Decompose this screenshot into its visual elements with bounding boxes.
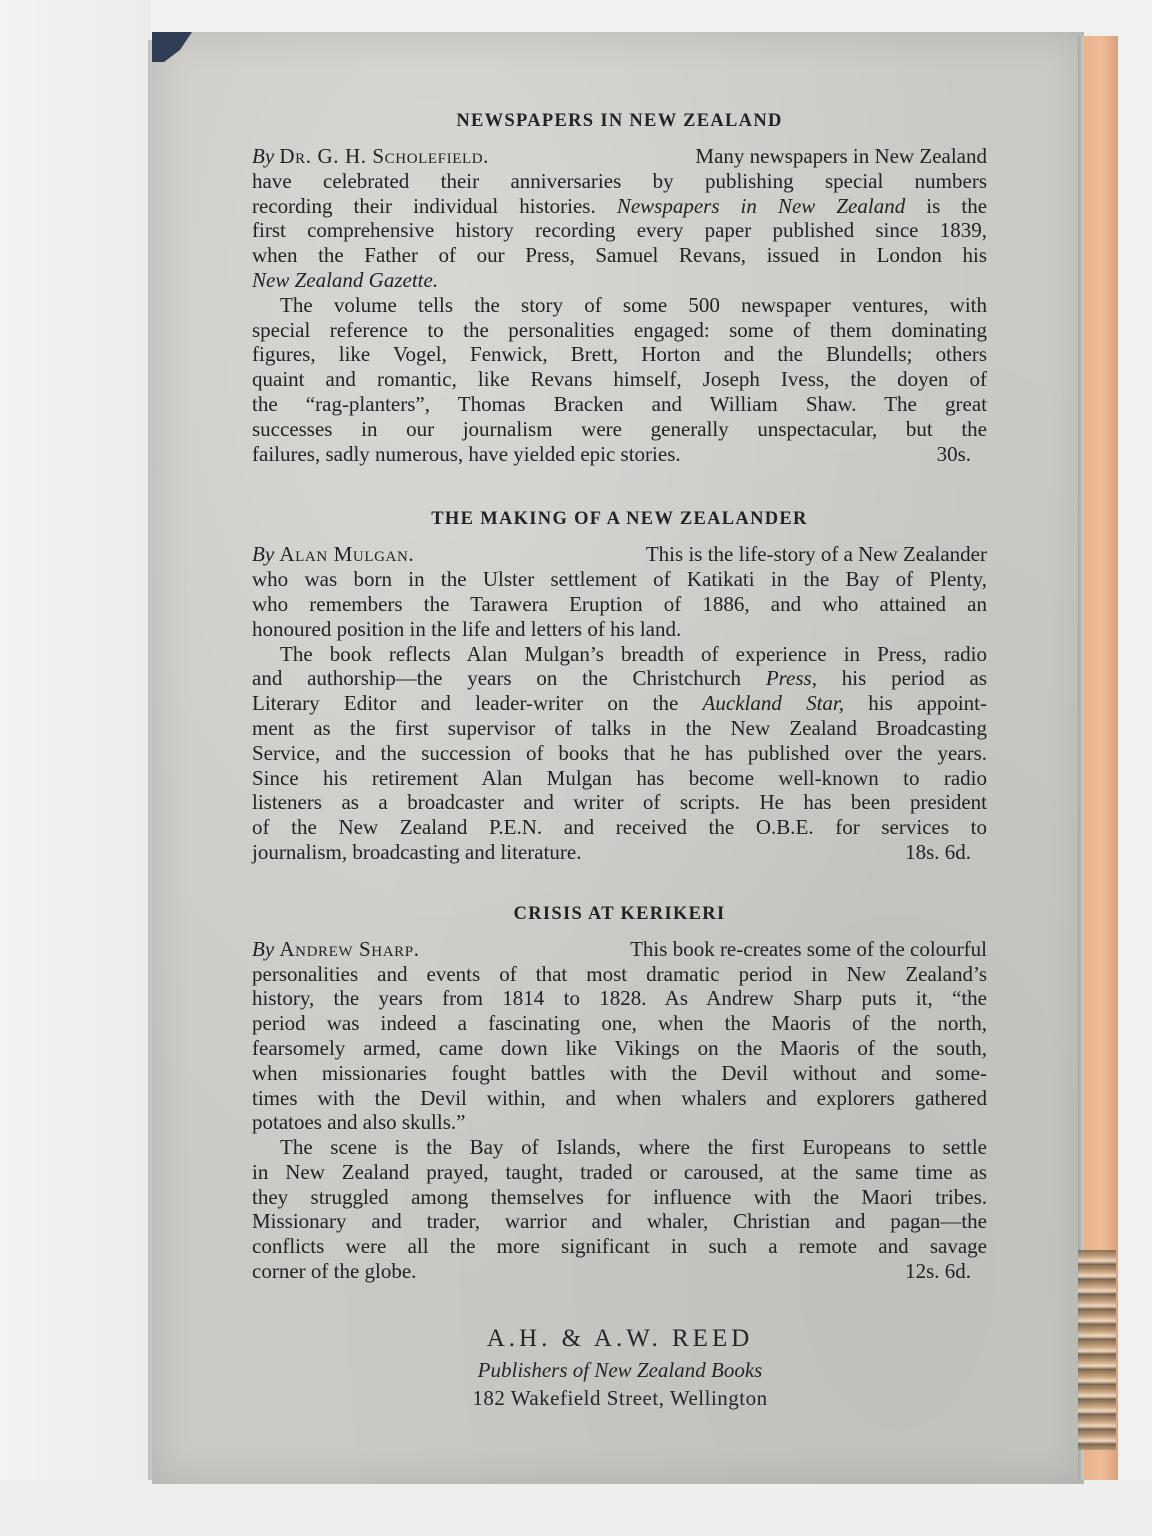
blurb-line: of the New Zealand P.E.N. and received the O.B.E. for services to: [252, 815, 987, 840]
book-title: THE MAKING OF A NEW ZEALANDER: [431, 509, 808, 530]
blurb-line: The scene is the Bay of Islands, where the first Europeans to settle: [280, 1135, 987, 1160]
author-name: Alan Mulgan.: [279, 542, 415, 567]
byline: [252, 144, 987, 169]
by-label: By: [252, 144, 275, 168]
blurb-line: first comprehensive history recording every paper published since 1839,: [252, 218, 987, 243]
book-list: [252, 108, 987, 1284]
blurb-line: and authorship—the years on the Christchurch Press, his period as: [252, 666, 987, 691]
publisher-tagline: Publishers of New Zealand Books: [477, 1358, 763, 1382]
publisher-name: A.H. & A.W. REED: [486, 1325, 754, 1352]
blurb-line: Since his retirement Alan Mulgan has become well-known to radio: [252, 765, 987, 790]
blurb-line: times with the Devil within, and when whalers and explorers gathered: [252, 1085, 987, 1110]
price: 12s. 6d.: [905, 1259, 971, 1284]
publisher-address: 182 Wakefield Street, Wellington: [472, 1386, 768, 1410]
blurb-line: quaint and romantic, like Revans himself, Joseph Ivess, the doyen of: [252, 367, 987, 392]
price: 18s. 6d.: [905, 839, 971, 864]
blurb-line: honoured position in the life and letters of his land.: [252, 616, 682, 641]
blurb-last-line: journalism, broadcasting and literature. 18s. 6d.: [252, 839, 971, 864]
background-left: [0, 0, 150, 1536]
publication-ref: Press,: [765, 666, 817, 691]
blurb-line: special reference to the personalities engaged: some of them dominating: [252, 317, 987, 342]
book-entry-making-of-a-new-zealander: [252, 506, 987, 864]
blurb-lead: This is the life-story of a New Zealander: [645, 542, 987, 567]
book-title: NEWSPAPERS IN NEW ZEALAND: [456, 111, 783, 131]
blurb-lead: This book re-creates some of the colourful: [630, 936, 987, 961]
blurb-line: Missionary and trader, warrior and whaler, Christian and pagan—the: [252, 1209, 987, 1234]
author-name: Dr. G. H. Scholefield.: [279, 144, 490, 168]
blurb-line: New Zealand Gazette.: [252, 267, 439, 292]
blurb-line: recording their individual histories. Newspapers in New Zealand is the: [252, 193, 988, 218]
byline: [252, 937, 987, 962]
background-bottom: [0, 1480, 1152, 1536]
blurb-line: when the Father of our Press, Samuel Revans, issued in London his: [252, 243, 987, 268]
blurb-line: in New Zealand prayed, taught, traded or caroused, at the same time as: [252, 1159, 987, 1184]
blurb-line: history, the years from 1814 to 1828. As Andrew Sharp puts it, “the: [252, 986, 987, 1011]
blurb-line: figures, like Vogel, Fenwick, Brett, Horton and the Blundells; others: [252, 342, 987, 367]
blurb-line: fearsomely armed, came down like Vikings on the Maoris of the south,: [252, 1035, 987, 1060]
author-name: Andrew Sharp.: [279, 936, 420, 961]
publication-ref: Auckland Star,: [702, 691, 845, 716]
blurb-line: The volume tells the story of some 500 newspaper ventures, with: [280, 292, 987, 317]
blurb-line: ment as the first supervisor of talks in the New Zealand Broadcasting: [252, 715, 987, 740]
book-title: CRISIS AT KERIKERI: [513, 903, 726, 924]
blurb-line: conflicts were all the more significant in such a remote and savage: [252, 1234, 987, 1259]
blurb-line: who remembers the Tarawera Eruption of 1886, and who attained an: [252, 591, 987, 616]
blurb-line: Service, and the succession of books that he has published over the years.: [252, 740, 987, 765]
book-title-ref: Newspapers in New Zealand: [616, 193, 906, 218]
book-entry-crisis-at-kerikeri: [252, 901, 987, 1284]
publisher-imprint: [420, 1322, 820, 1412]
book-entry-newspapers: [252, 108, 987, 466]
blurb-line: when missionaries fought battles with the Devil without and some-: [252, 1060, 987, 1085]
blurb-lead: Many newspapers in New Zealand: [695, 144, 987, 168]
blurb-line: listeners as a broadcaster and writer of scripts. He has been president: [252, 790, 987, 815]
blurb-last-line: failures, sadly numerous, have yielded epic stories. 30s.: [252, 441, 971, 466]
blurb-line: they struggled among themselves for influence with the Maori tribes.: [252, 1184, 987, 1209]
blurb-line: Literary Editor and leader-writer on the Auckland Star, his appoint-: [252, 691, 988, 716]
blurb-line: period was indeed a fascinating one, when the Maoris of the north,: [252, 1011, 987, 1036]
spine-worn-area: [1078, 1250, 1116, 1450]
price: 30s.: [936, 441, 971, 466]
blurb-line: successes in our journalism were generally unspectacular, but the: [252, 416, 987, 441]
blurb-line: The book reflects Alan Mulgan’s breadth of experience in Press, radio: [280, 641, 987, 666]
by-label: By: [252, 936, 275, 961]
blurb-last-line: corner of the globe. 12s. 6d.: [252, 1259, 971, 1284]
blurb-line: have celebrated their anniversaries by publishing special numbers: [252, 168, 987, 193]
byline: [252, 542, 987, 567]
blurb-line: the “rag-planters”, Thomas Bracken and William Shaw. The great: [252, 391, 987, 416]
by-label: By: [252, 542, 275, 567]
blurb-line: who was born in the Ulster settlement of Katikati in the Bay of Plenty,: [252, 567, 987, 592]
blurb-line: potatoes and also skulls.”: [252, 1110, 466, 1135]
blurb-line: personalities and events of that most dramatic period in New Zealand’s: [252, 961, 987, 986]
